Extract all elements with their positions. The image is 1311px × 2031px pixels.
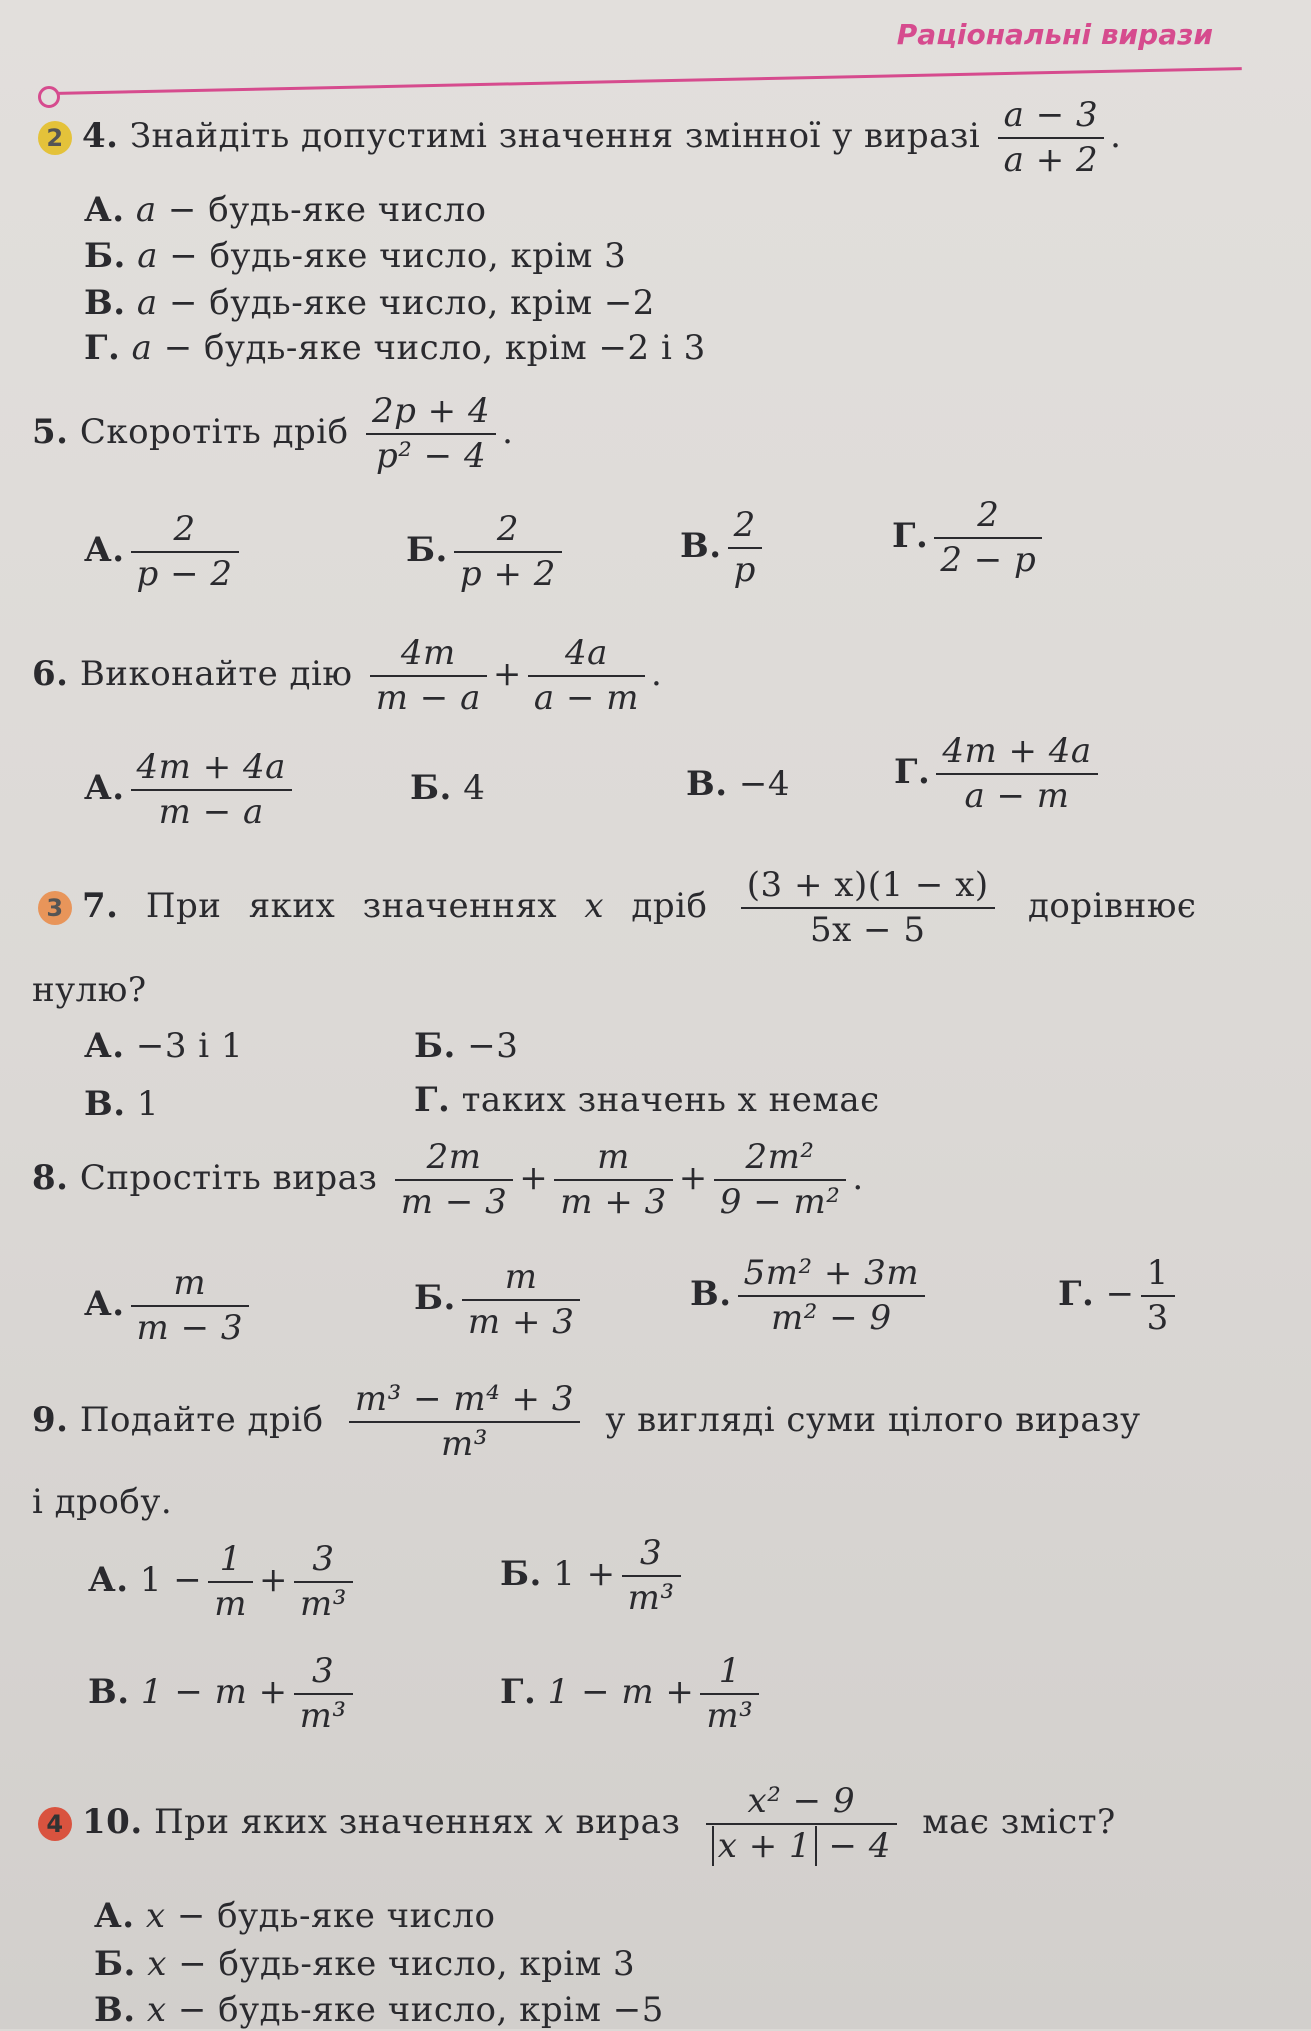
q4-option-d: Г. a − будь-яке число, крім −2 і 3	[84, 328, 706, 368]
q6-option-d: Г. $\frac{4m + 4a}{a - m}$	[894, 730, 1104, 818]
q8-option-d: Г. − $\frac{1}{3}$	[1058, 1252, 1181, 1340]
q4-option-b: Б. a − будь-яке число, крім 3	[84, 236, 627, 276]
difficulty-badge-4: 4	[38, 1807, 72, 1841]
question-9: 9. Подайте дріб $\frac{\text{m³ − m⁴ + 3}}{\text{m³}}$ у вигляді суми цілого виразу	[32, 1379, 1141, 1465]
q5-option-a: А. $\frac{2}{p - 2}$	[84, 508, 245, 596]
q5-option-d: Г. $\frac{2}{2 - p}$	[892, 494, 1048, 582]
section-title: Раціональні вирази	[896, 18, 1213, 51]
q6-option-b: Б. 4	[410, 768, 486, 808]
q4-option-a: А. a − будь-яке число	[84, 190, 487, 230]
fraction: $\frac{2p + 4}{\text{p² − 4}}$	[366, 390, 496, 478]
q10-option-c: В. x − будь-яке число, крім −5	[94, 1990, 664, 2030]
question-text: Скоротіть дріб	[79, 412, 349, 453]
q9-option-d: Г. 1 − m + $\frac{1}{\text{m³}}$	[500, 1650, 765, 1738]
question-number: 4.	[82, 116, 119, 157]
q10-option-a: А. x − будь-яке число	[94, 1896, 496, 1936]
difficulty-badge-3: 3	[38, 891, 72, 925]
q7-option-a: А. −3 і 1	[84, 1026, 244, 1066]
numerator: a − 3	[1003, 95, 1099, 135]
question-8: 8. Спростіть вираз $\frac{2m}{m - 3}$ + $\frac{m}{m + 3}$ + $\frac{\text{2m²}}{\text{9 − m²}}$ .	[32, 1137, 864, 1223]
q7-option-b: Б. −3	[414, 1026, 519, 1066]
question-number: 5.	[32, 412, 69, 453]
q7-option-c: В. 1	[84, 1084, 160, 1124]
question-9-cont: і дробу.	[32, 1482, 173, 1522]
q8-option-c: В. $\frac{\text{5m² + 3m}}{\text{m² − 9}}$	[690, 1252, 931, 1340]
q9-option-c: В. 1 − m + $\frac{3}{\text{m³}}$	[88, 1650, 359, 1738]
q6-option-a: А. $\frac{4m + 4a}{m - a}$	[84, 746, 298, 834]
q8-option-b: Б. $\frac{m}{m + 3}$	[414, 1256, 586, 1344]
denominator: a + 2	[1003, 140, 1099, 181]
question-10: 4 10. При яких значеннях x вираз $\frac{\text{x² − 9}}{x + 1 - 4}$ має зміст?	[38, 1780, 1116, 1868]
question-6: 6. Виконайте дію $\frac{4m}{m - a}$ + $\frac{4a}{a - m}$ .	[32, 633, 663, 719]
question-7: 3 7. При яких значеннях x дріб $\frac{(3 + x)(1 - x)}{5x - 5}$ дорівнює	[38, 864, 1196, 952]
q9-option-b: Б. 1 + $\frac{3}{\text{m³}}$	[500, 1532, 687, 1620]
header-rule	[52, 67, 1242, 95]
question-7-cont: нулю?	[32, 970, 147, 1010]
q7-option-d: Г. таких значень x немає	[414, 1080, 880, 1120]
q4-option-c: В. a − будь-яке число, крім −2	[84, 283, 655, 323]
period: .	[1110, 116, 1122, 157]
q6-option-c: В. −4	[686, 764, 791, 804]
difficulty-badge-2: 2	[38, 121, 72, 155]
q10-option-b: Б. x − будь-яке число, крім 3	[94, 1944, 636, 1984]
question-text: Знайдіть допустимі значення змінної у виразі	[129, 116, 981, 157]
q9-option-a: А. 1 − $\frac{1}{m}$ + $\frac{3}{\text{m³}}$	[88, 1538, 359, 1626]
q8-option-a: А. $\frac{m}{m - 3}$	[84, 1262, 255, 1350]
question-5: 5. Скоротіть дріб $\frac{2p + 4}{\text{p² − 4}}$ .	[32, 390, 513, 478]
q5-option-b: Б. $\frac{2}{p + 2}$	[406, 508, 568, 596]
q5-option-c: В. $\frac{2}{p}$	[680, 504, 768, 592]
fraction	[998, 94, 1105, 182]
question-4	[38, 94, 1121, 182]
